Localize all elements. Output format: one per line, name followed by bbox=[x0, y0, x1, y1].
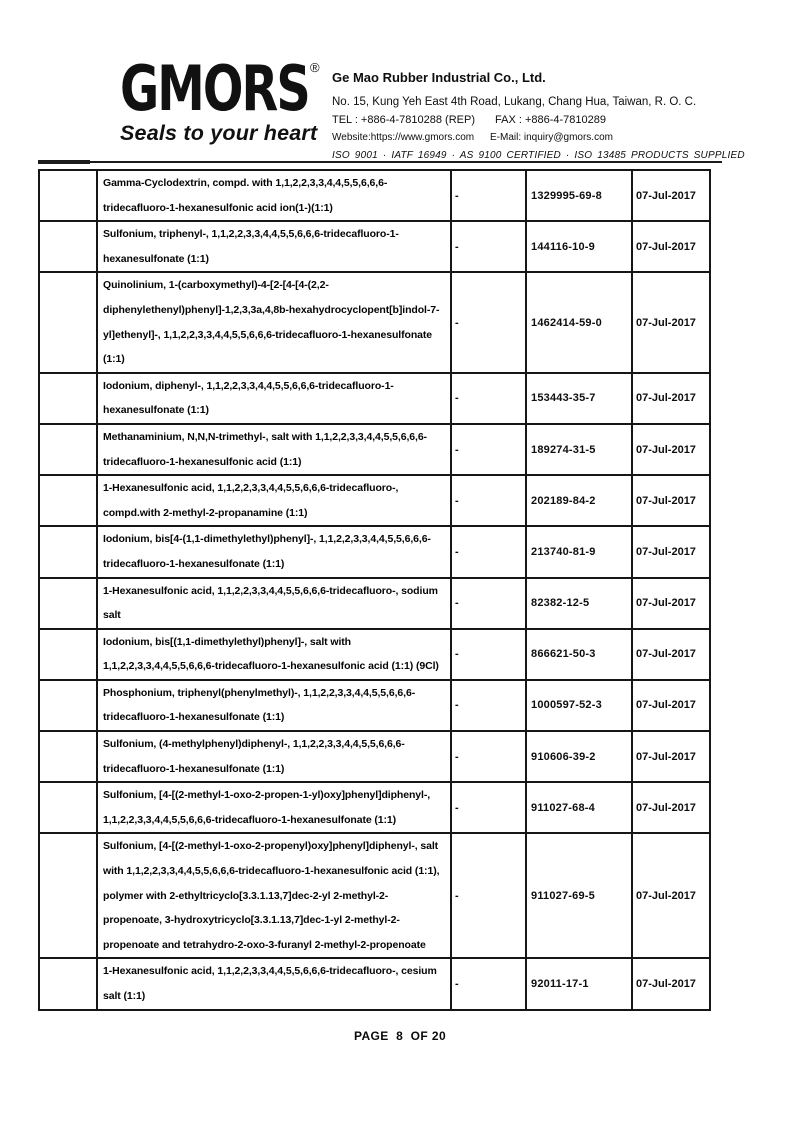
table-row bbox=[39, 272, 710, 372]
row-index-cell bbox=[39, 629, 97, 680]
company-name: Ge Mao Rubber Industrial Co., Ltd. bbox=[332, 70, 546, 85]
cas-number-cell: 189274-31-5 bbox=[526, 424, 632, 475]
row-index-cell bbox=[39, 272, 97, 372]
row-index-cell bbox=[39, 782, 97, 833]
cas-number-cell: 1000597-52-3 bbox=[526, 680, 632, 731]
page-number: PAGE 8 OF 20 bbox=[353, 1029, 447, 1043]
header-divider-accent bbox=[38, 160, 90, 164]
date-cell: 07-Jul-2017 bbox=[632, 578, 710, 629]
cas-number-cell: 153443-35-7 bbox=[526, 373, 632, 424]
row-index-cell bbox=[39, 424, 97, 475]
table-row bbox=[39, 170, 710, 221]
cas-number-cell: 92011-17-1 bbox=[526, 958, 632, 1009]
table-row bbox=[39, 424, 710, 475]
substance-name-cell: Quinolinium, 1-(carboxymethyl)-4-[2-[4-[4-(2,2-diphenylethenyl)phenyl]-1,2,3,3a,4,8b-hexahydrocyclopent[b]indol-7-yl]ethenyl]-, 1,1,2,2,3,3,4,4,5,5,6,6,6-tridecafluoro-1-hexanesulfonate (1:1) bbox=[97, 272, 451, 372]
table-row bbox=[39, 731, 710, 782]
date-cell: 07-Jul-2017 bbox=[632, 731, 710, 782]
date-cell: 07-Jul-2017 bbox=[632, 782, 710, 833]
registered-trademark-icon: ® bbox=[310, 60, 320, 75]
row-index-cell bbox=[39, 833, 97, 958]
logo-text: GMORS bbox=[120, 52, 309, 125]
substance-name-cell: Sulfonium, (4-methylphenyl)diphenyl-, 1,1,2,2,3,3,4,4,5,5,6,6,6-tridecafluoro-1-hexanesulfonate (1:1) bbox=[97, 731, 451, 782]
date-cell: 07-Jul-2017 bbox=[632, 272, 710, 372]
remark-cell: - bbox=[451, 680, 526, 731]
header-divider bbox=[38, 161, 722, 163]
remark-cell: - bbox=[451, 272, 526, 372]
row-index-cell bbox=[39, 958, 97, 1009]
date-cell: 07-Jul-2017 bbox=[632, 221, 710, 272]
row-index-cell bbox=[39, 170, 97, 221]
substance-name-cell: 1-Hexanesulfonic acid, 1,1,2,2,3,3,4,4,5,5,6,6,6-tridecafluoro-, cesium salt (1:1) bbox=[97, 958, 451, 1009]
cas-number-cell: 911027-68-4 bbox=[526, 782, 632, 833]
substance-table bbox=[38, 169, 711, 1011]
substance-name-cell: Sulfonium, [4-[(2-methyl-1-oxo-2-propen-1-yl)oxy]phenyl]diphenyl-, 1,1,2,2,3,3,4,4,5,5,6,6,6-tridecafluoro-1-hexanesulfonate (1:1) bbox=[97, 782, 451, 833]
date-cell: 07-Jul-2017 bbox=[632, 629, 710, 680]
company-website: Website:https://www.gmors.com bbox=[332, 132, 475, 143]
cas-number-cell: 213740-81-9 bbox=[526, 526, 632, 577]
remark-cell: - bbox=[451, 731, 526, 782]
table-row bbox=[39, 578, 710, 629]
cas-number-cell: 910606-39-2 bbox=[526, 731, 632, 782]
date-cell: 07-Jul-2017 bbox=[632, 475, 710, 526]
substance-name-cell: Gamma-Cyclodextrin, compd. with 1,1,2,2,3,3,4,4,5,5,6,6,6-tridecafluoro-1-hexanesulfonic acid ion(1-)(1:1) bbox=[97, 170, 451, 221]
row-index-cell bbox=[39, 373, 97, 424]
remark-cell: - bbox=[451, 475, 526, 526]
company-certifications: ISO 9001 · IATF 16949 · AS 9100 CERTIFIED · ISO 13485 PRODUCTS SUPPLIED bbox=[332, 150, 745, 161]
substance-name-cell: Sulfonium, triphenyl-, 1,1,2,2,3,3,4,4,5,5,6,6,6-tridecafluoro-1-hexanesulfonate (1:1) bbox=[97, 221, 451, 272]
row-index-cell bbox=[39, 731, 97, 782]
company-email: E-Mail: inquiry@gmors.com bbox=[490, 132, 613, 143]
substance-name-cell: Methanaminium, N,N,N-trimethyl-, salt with 1,1,2,2,3,3,4,4,5,5,6,6,6-tridecafluoro-1-hexanesulfonic acid (1:1) bbox=[97, 424, 451, 475]
logo-tagline: Seals to your heart bbox=[120, 121, 318, 145]
row-index-cell bbox=[39, 680, 97, 731]
table-row bbox=[39, 680, 710, 731]
remark-cell: - bbox=[451, 782, 526, 833]
date-cell: 07-Jul-2017 bbox=[632, 526, 710, 577]
remark-cell: - bbox=[451, 578, 526, 629]
substance-name-cell: Phosphonium, triphenyl(phenylmethyl)-, 1,1,2,2,3,3,4,4,5,5,6,6,6-tridecafluoro-1-hexanesulfonate (1:1) bbox=[97, 680, 451, 731]
cas-number-cell: 144116-10-9 bbox=[526, 221, 632, 272]
cas-number-cell: 202189-84-2 bbox=[526, 475, 632, 526]
date-cell: 07-Jul-2017 bbox=[632, 958, 710, 1009]
table-row bbox=[39, 221, 710, 272]
substance-name-cell: 1-Hexanesulfonic acid, 1,1,2,2,3,3,4,4,5,5,6,6,6-tridecafluoro-, sodium salt bbox=[97, 578, 451, 629]
remark-cell: - bbox=[451, 373, 526, 424]
cas-number-cell: 1329995-69-8 bbox=[526, 170, 632, 221]
cas-number-cell: 911027-69-5 bbox=[526, 833, 632, 958]
row-index-cell bbox=[39, 221, 97, 272]
remark-cell: - bbox=[451, 221, 526, 272]
substance-name-cell: Sulfonium, [4-[(2-methyl-1-oxo-2-propenyl)oxy]phenyl]diphenyl-, salt with 1,1,2,2,3,3,4,4,5,5,6,6,6-tridecafluoro-1-hexanesulfonic acid (1:1), polymer with 2-ethyltricyclo[3.3.1.13,7]dec-2-yl 2-methyl-2-propenoate, 3-hydroxytricyclo[3.3.1.13,7]dec-1-yl 2-methyl-2-propenoate and tetrahydro-2-oxo-3-furanyl 2-methyl-2-propenoate bbox=[97, 833, 451, 958]
table-row bbox=[39, 526, 710, 577]
remark-cell: - bbox=[451, 424, 526, 475]
table-row bbox=[39, 782, 710, 833]
remark-cell: - bbox=[451, 170, 526, 221]
substance-name-cell: Iodonium, bis[4-(1,1-dimethylethyl)phenyl]-, 1,1,2,2,3,3,4,4,5,5,6,6,6-tridecafluoro-1-hexanesulfonate (1:1) bbox=[97, 526, 451, 577]
row-index-cell bbox=[39, 526, 97, 577]
logo-wordmark bbox=[120, 52, 330, 125]
date-cell: 07-Jul-2017 bbox=[632, 833, 710, 958]
date-cell: 07-Jul-2017 bbox=[632, 424, 710, 475]
remark-cell: - bbox=[451, 833, 526, 958]
cas-number-cell: 82382-12-5 bbox=[526, 578, 632, 629]
substance-name-cell: Iodonium, bis[(1,1-dimethylethyl)phenyl]-, salt with 1,1,2,2,3,3,4,4,5,5,6,6,6-tridecafluoro-1-hexanesulfonic acid (1:1) (9Cl) bbox=[97, 629, 451, 680]
gmors-logo bbox=[120, 52, 330, 146]
company-web-line bbox=[332, 132, 613, 143]
row-index-cell bbox=[39, 475, 97, 526]
company-tel: TEL : +886-4-7810288 (REP) bbox=[332, 114, 475, 126]
cas-number-cell: 1462414-59-0 bbox=[526, 272, 632, 372]
table-row bbox=[39, 475, 710, 526]
date-cell: 07-Jul-2017 bbox=[632, 170, 710, 221]
row-index-cell bbox=[39, 578, 97, 629]
table-row bbox=[39, 629, 710, 680]
company-fax: FAX : +886-4-7810289 bbox=[495, 114, 606, 126]
table-row bbox=[39, 373, 710, 424]
remark-cell: - bbox=[451, 958, 526, 1009]
substance-name-cell: 1-Hexanesulfonic acid, 1,1,2,2,3,3,4,4,5,5,6,6,6-tridecafluoro-, compd.with 2-methyl-2-propanamine (1:1) bbox=[97, 475, 451, 526]
remark-cell: - bbox=[451, 629, 526, 680]
substance-table-body bbox=[39, 170, 710, 1010]
company-address: No. 15, Kung Yeh East 4th Road, Lukang, Chang Hua, Taiwan, R. O. C. bbox=[332, 96, 697, 108]
substance-name-cell: Iodonium, diphenyl-, 1,1,2,2,3,3,4,4,5,5,6,6,6-tridecafluoro-1-hexanesulfonate (1:1) bbox=[97, 373, 451, 424]
table-row bbox=[39, 833, 710, 958]
date-cell: 07-Jul-2017 bbox=[632, 680, 710, 731]
remark-cell: - bbox=[451, 526, 526, 577]
date-cell: 07-Jul-2017 bbox=[632, 373, 710, 424]
company-contact-line bbox=[332, 114, 606, 126]
cas-number-cell: 866621-50-3 bbox=[526, 629, 632, 680]
table-row bbox=[39, 958, 710, 1009]
